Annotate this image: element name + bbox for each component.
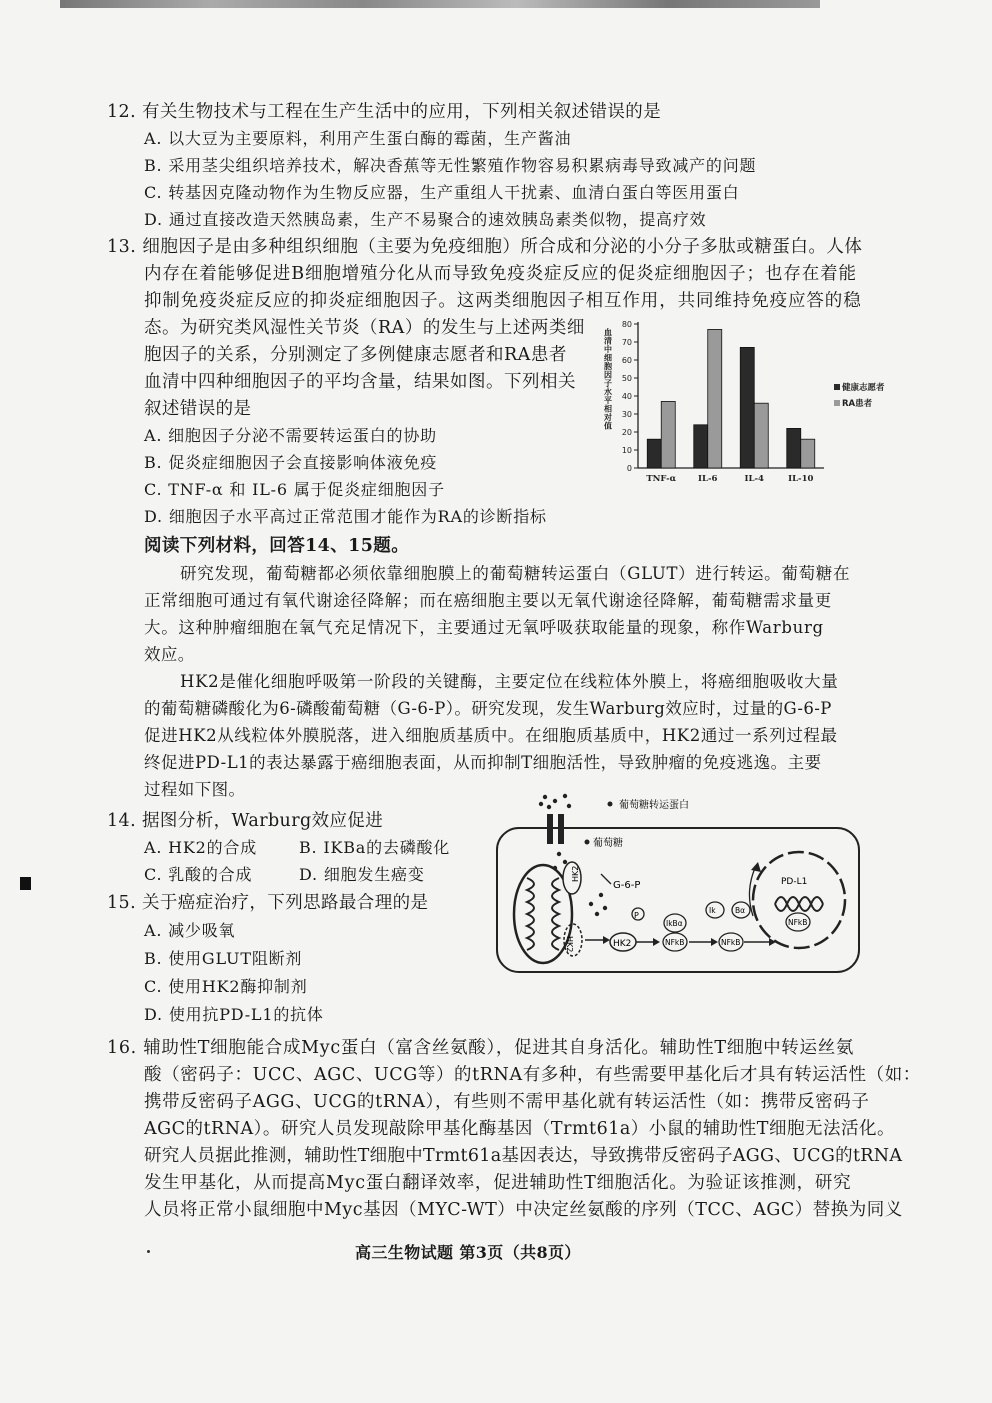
scan-top-edge [60, 0, 820, 8]
q14-option-d: D. 细胞发生癌变 [299, 865, 425, 884]
q16-line-4: AGC的tRNA）。研究人员发现敲除甲基化酶基因（Trmt61a）小鼠的辅助性T细胞无法活化。 [144, 1119, 895, 1139]
q13-option-d: D. 细胞因子水平高过正常范围才能作为RA的诊断指标 [144, 507, 547, 526]
pdl1-label: PD-L1 [781, 877, 808, 887]
mitochondrion-cristae-left [527, 878, 534, 950]
passage-p2-line-2: 的葡萄糖磷酸化为6-磷酸葡萄糖（G-6-P）。研究发现，发生Warburg效应时，过量的G-6-P [144, 699, 832, 718]
chart-bar-IL-10-健康志愿者 [787, 428, 801, 468]
scan-dot [147, 1250, 150, 1253]
chart-bars [647, 329, 815, 468]
q13-line-2: 内存在着能够促进B细胞增殖分化从而导致免疫炎症反应的促炎症细胞因子；也存在着能 [144, 264, 857, 284]
hk2-free-label: HK2 [613, 939, 632, 949]
dna-strand-2 [775, 897, 823, 911]
passage-p1-line-3: 大。这种肿瘤细胞在氧气充足情况下，主要通过无氧呼吸获取能量的现象，称作Warburg [144, 618, 824, 637]
q13-line-3: 抑制免疫炎症反应的抑炎症细胞因子。这两类细胞因子相互作用，共同维持免疫应答的稳 [144, 291, 862, 311]
glucose-to-g6p-arrow [601, 874, 611, 884]
q12-option-c: C. 转基因克隆动物作为生物反应器，生产重组人干扰素、血清白蛋白等医用蛋白 [144, 183, 740, 202]
q13-line-6: 血清中四种细胞因子的平均含量，结果如图。下列相关 [144, 372, 576, 392]
passage-p1-line-1: 研究发现，葡萄糖都必须依靠细胞膜上的葡萄糖转运蛋白（GLUT）进行转运。葡萄糖在 [180, 564, 851, 583]
chart-legend-swatch [834, 384, 840, 390]
glucose-legend-dot [585, 840, 590, 845]
arrow-to-hk2-head [603, 936, 610, 944]
chart-x-tick-label: TNF-α [646, 474, 677, 484]
chart-y-axis-label: 血清中细胞因子水平相对值 [603, 328, 613, 430]
ikba-bound-label: IkBα [666, 919, 683, 928]
glut-channel-left [547, 814, 553, 844]
pdl1-export-arrow-head [751, 862, 761, 872]
q13-line-1: 13. 细胞因子是由多种组织细胞（主要为免疫细胞）所合成和分泌的小分子多肽或糖蛋白。人体 [107, 237, 863, 257]
g6p-dots [589, 893, 607, 916]
glut-label: 葡萄糖转运蛋白 [619, 800, 689, 811]
q13-option-a: A. 细胞因子分泌不需要转运蛋白的协助 [144, 426, 437, 445]
nfkb-bound-label: NFkB [665, 938, 685, 947]
chart-legend-label: 健康志愿者 [842, 383, 885, 393]
chart-y-tick-label: 20 [621, 428, 632, 437]
passage-p2-line-5: 过程如下图。 [144, 780, 246, 799]
page-footer: 高三生物试题 第3页（共8页） [355, 1243, 581, 1262]
glut-legend-dot [608, 802, 613, 807]
passage-heading: 阅读下列材料，回答14、15题。 [144, 536, 410, 556]
arrow-to-free-nfkb-head [711, 938, 718, 946]
chart-x-tick-label: IL-6 [698, 474, 718, 484]
chart-x-tick-label: IL-4 [744, 474, 764, 484]
chart-y-tick-label: 30 [621, 410, 632, 419]
chart-legend-label: RA患者 [842, 399, 873, 409]
q15-stem: 15. 关于癌症治疗，下列思路最合理的是 [107, 893, 429, 913]
q16-line-3: 携带反密码子AGG、UCG的tRNA），有些则不需甲基化就有转运活性（如：携带反密码子 [144, 1092, 870, 1112]
nucleus [753, 852, 845, 948]
q15-option-a: A. 减少吸氧 [144, 921, 236, 940]
hk2-detaching-label: HK2 [565, 936, 574, 953]
chart-bar-TNF-α-RA患者 [661, 401, 675, 468]
q12-stem: 12. 有关生物技术与工程在生产生活中的应用，下列相关叙述错误的是 [107, 102, 662, 122]
chart-bar-TNF-α-健康志愿者 [647, 439, 661, 468]
hk2-bound-label: HK2 [571, 865, 580, 882]
q15-option-c: C. 使用HK2酶抑制剂 [144, 977, 308, 996]
passage-p1-line-2: 正常细胞可通过有氧代谢途径降解；而在癌细胞主要以无氧代谢途径降解，葡萄糖需求量更 [144, 591, 832, 610]
chart-y-tick-label: 10 [621, 446, 632, 455]
chart-y-tick-label: 40 [621, 392, 632, 401]
q12-option-b: B. 采用茎尖组织培养技术，解决香蕉等无性繁殖作物容易积累病毒导致减产的问题 [144, 156, 757, 175]
chart-legend-swatch [834, 400, 840, 406]
passage-p2-line-1: HK2是催化细胞呼吸第一阶段的关键酶，主要定位在线粒体外膜上，将癌细胞吸收大量 [180, 672, 839, 691]
mitochondrion-cristae-right [552, 878, 559, 950]
g6p-label: G-6-P [613, 880, 641, 891]
chart-legend [834, 382, 885, 409]
q16-line-6: 发生甲基化，从而提高Myc蛋白翻译效率，促进辅助性T细胞活化。为验证该推测，研究 [144, 1173, 852, 1193]
nfkb-nuclear-label: NFkB [788, 918, 808, 927]
q14-stem: 14. 据图分析，Warburg效应促进 [107, 811, 384, 831]
glut-channel-right [558, 814, 564, 844]
q13-line-7: 叙述错误的是 [144, 399, 252, 419]
glucose-dots-outside [539, 794, 571, 809]
chart-bar-IL-6-RA患者 [708, 329, 722, 468]
cytokine-bar-chart [598, 316, 910, 498]
q15-option-b: B. 使用GLUT阻断剂 [144, 949, 303, 968]
scan-margin-mark [20, 877, 31, 890]
q14-option-c: C. 乳酸的合成 [144, 865, 253, 884]
passage-p1-line-4: 效应。 [144, 645, 195, 664]
q12-option-d: D. 通过直接改造天然胰岛素，生产不易聚合的速效胰岛素类似物，提高疗效 [144, 210, 707, 229]
chart-y-tick-label: 70 [621, 338, 632, 347]
q16-line-1: 16. 辅助性T细胞能合成Myc蛋白（富含丝氨酸），促进其自身活化。辅助性T细胞中转运丝氨 [107, 1038, 855, 1058]
chart-bar-IL-6-健康志愿者 [694, 425, 708, 468]
q13-option-b: B. 促炎症细胞因子会直接影响体液免疫 [144, 453, 438, 472]
chart-bar-IL-4-RA患者 [754, 403, 768, 468]
q15-option-d: D. 使用抗PD-L1的抗体 [144, 1005, 324, 1024]
q13-line-5: 胞因子的关系，分别测定了多例健康志愿者和RA患者 [144, 345, 567, 365]
ik-fragment-label: Ik [709, 906, 716, 915]
q14-option-a: A. HK2的合成 [144, 838, 258, 857]
phosphate-label: P [634, 911, 639, 920]
passage-p2-line-4: 终促进PD-L1的表达暴露于癌细胞表面，从而抑制T细胞活性，导致肿瘤的免疫逃逸。主要 [144, 753, 822, 772]
q12-option-a: A. 以大豆为主要原料，利用产生蛋白酶的霉菌，生产酱油 [144, 129, 572, 148]
chart-y-tick-label: 0 [626, 464, 632, 473]
chart-y-tick-label: 80 [621, 320, 632, 329]
warburg-pathway-diagram [493, 792, 865, 976]
q13-line-4: 态。为研究类风湿性关节炎（RA）的发生与上述两类细 [144, 318, 585, 338]
q14-option-b: B. IKBa的去磷酸化 [299, 838, 451, 857]
arrow-hk2-to-complex-head [653, 938, 660, 946]
chart-bar-IL-4-健康志愿者 [740, 347, 754, 468]
nfkb-free-label: NFkB [721, 938, 741, 947]
glucose-label: 葡萄糖 [593, 838, 623, 849]
chart-bar-IL-10-RA患者 [801, 439, 815, 468]
q13-option-c: C. TNF-α 和 IL-6 属于促炎症细胞因子 [144, 480, 445, 499]
chart-y-tick-label: 60 [621, 356, 632, 365]
chart-x-tick-label: IL-10 [788, 474, 814, 484]
passage-p2-line-3: 促进HK2从线粒体外膜脱落，进入细胞质基质中。在细胞质基质中，HK2通过一系列过程最 [144, 726, 838, 745]
ba-fragment-label: Bα [735, 906, 746, 915]
q16-line-7: 人员将正常小鼠细胞中Myc基因（MYC-WT）中决定丝氨酸的序列（TCC、AGC）替换为同义 [144, 1200, 903, 1220]
chart-y-tick-label: 50 [621, 374, 632, 383]
q16-line-2: 酸（密码子：UCC、AGC、UCG等）的tRNA有多种，有些需要甲基化后才具有转运活性（如： [144, 1065, 921, 1085]
q16-line-5: 研究人员据此推测，辅助性T细胞中Trmt61a基因表达，导致携带反密码子AGG、UCG的tRNA [144, 1146, 903, 1166]
